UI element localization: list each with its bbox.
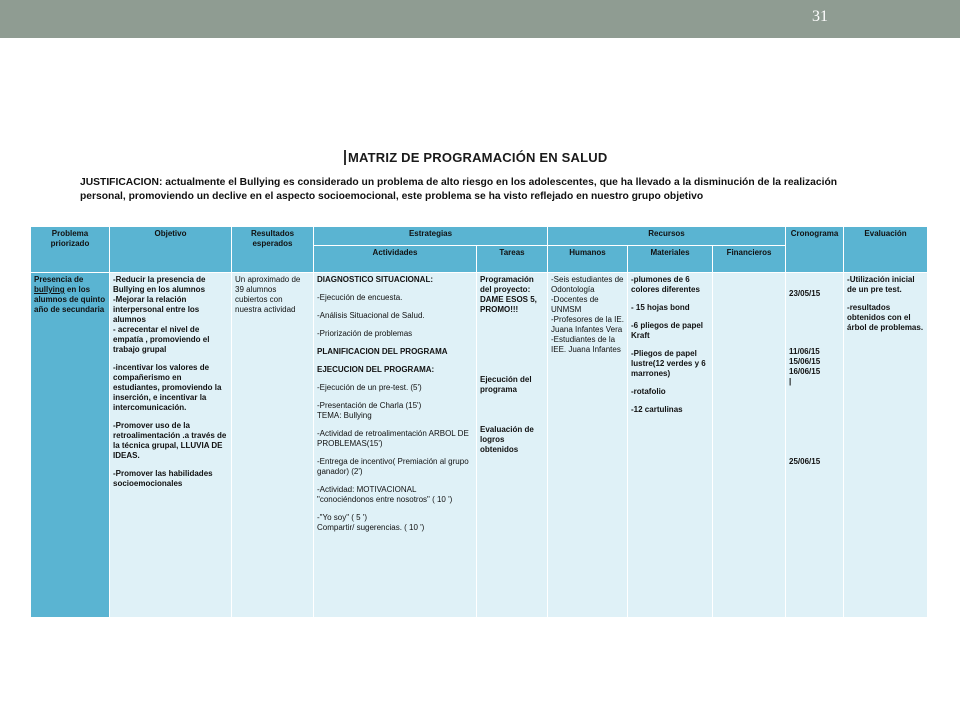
tarea-item: Ejecución del programa	[480, 375, 532, 394]
actividad-item: -Actividad: MOTIVACIONAL "conociéndonos entre nosotros" ( 10 ')	[317, 485, 453, 504]
actividad-item: -Actividad de retroalimentación ARBOL DE PROBLEMAS(15')	[317, 429, 469, 448]
header-actividades: Actividades	[314, 246, 477, 273]
cell-financieros	[713, 273, 786, 618]
objetivo-item: -incentivar los valores de compañerismo en estudiantes, promoviendo la inserción, e incentivar la intercomunicación.	[113, 363, 222, 412]
evaluacion-item: -resultados obtenidos con el árbol de problemas.	[847, 303, 924, 332]
header-financieros: Financieros	[713, 246, 786, 273]
actividad-item: PLANIFICACION DEL PROGRAMA	[317, 347, 448, 356]
document-title: MATRIZ DE PROGRAMACIÓN EN SALUD	[344, 150, 607, 165]
actividad-item: -Presentación de Charla (15') TEMA: Bullying	[317, 401, 422, 420]
cell-evaluacion	[844, 273, 928, 618]
cell-materiales	[628, 273, 713, 618]
actividad-item: -Análisis Situacional de Salud.	[317, 311, 425, 320]
objetivo-item: -Promover las habilidades socioemocionales	[113, 469, 213, 488]
tarea-item: Evaluación de logros obtenidos	[480, 425, 534, 454]
material-item: - 15 hojas bond	[631, 303, 690, 312]
cell-problema	[31, 273, 110, 618]
slide-number: 31	[812, 8, 828, 25]
humanos-text: -Seis estudiantes de Odontología -Docentes de UNMSM -Profesores de la IE. Juana Infantes Vera -Estudiantes de la IEE. Juana Infantes	[551, 275, 624, 354]
evaluacion-item: -Utilización inicial de un pre test.	[847, 275, 915, 294]
problema-text-pre: Presencia de	[34, 275, 84, 284]
tarea-item: Programación del proyecto: DAME ESOS 5, PROMO!!!	[480, 275, 537, 314]
material-item: -6 pliegos de papel Kraft	[631, 321, 704, 340]
justification-label: JUSTIFICACION:	[80, 177, 163, 188]
cell-cronograma	[786, 273, 844, 618]
cell-actividades	[314, 273, 477, 618]
cronograma-date: 23/05/15	[789, 289, 821, 298]
header-resultados: Resultados esperados	[232, 227, 314, 273]
header-humanos: Humanos	[548, 246, 628, 273]
justification-text: actualmente el Bullying es considerado un problema de alto riesgo en los adolescentes, que ha llevado a la disminución de la realización personal, promoviendo un declive en el aspecto socioemocional, este problema se ha visto reflejado en nuestro grupo objetivo	[80, 177, 838, 202]
actividad-item: -Ejecución de encuesta.	[317, 293, 403, 302]
cell-humanos	[548, 273, 628, 618]
cell-resultados: Un aproximado de 39 alumnos cubiertos con nuestra actividad	[232, 273, 314, 618]
cronograma-date: 11/06/15 15/06/15 16/06/15 |	[789, 347, 821, 386]
justification	[80, 176, 880, 204]
actividad-item: DIAGNOSTICO SITUACIONAL:	[317, 275, 433, 284]
problema-text-underlined: bullying	[34, 285, 65, 294]
actividad-item: EJECUCION DEL PROGRAMA:	[317, 365, 435, 374]
actividad-item: -Priorización de problemas	[317, 329, 413, 338]
top-bar	[0, 0, 960, 38]
header-recursos: Recursos	[548, 227, 786, 246]
material-item: -Pliegos de papel lustre(12 verdes y 6 marrones)	[631, 349, 706, 378]
problema-text-post: en los alumnos de quinto año de secundaria	[34, 285, 106, 314]
material-item: -rotafolio	[631, 387, 666, 396]
header-problema: Problema priorizado	[31, 227, 110, 273]
header-estrategias: Estrategias	[314, 227, 548, 246]
header-objetivo: Objetivo	[110, 227, 232, 273]
actividad-item: -Entrega de incentivo( Premiación al grupo ganador) (2')	[317, 457, 469, 476]
objetivo-item: -Promover uso de la retroalimentación .a través de la técnica grupal, LLUVIA DE IDEAS.	[113, 421, 227, 460]
header-materiales: Materiales	[628, 246, 713, 273]
cronograma-date: 25/06/15	[789, 457, 821, 466]
cell-tareas	[477, 273, 548, 618]
programming-matrix-table	[30, 226, 928, 618]
cell-objetivo	[110, 273, 232, 618]
header-cronograma: Cronograma	[786, 227, 844, 273]
objetivo-item: -Reducir la presencia de Bullying en los alumnos -Mejorar la relación interpersonal entre los alumnos - acrecentar el nivel de empatía , promoviendo el trabajo grupal	[113, 275, 210, 354]
table-row	[31, 273, 928, 618]
header-evaluacion: Evaluación	[844, 227, 928, 273]
material-item: -12 cartulinas	[631, 405, 683, 414]
header-tareas: Tareas	[477, 246, 548, 273]
material-item: -plumones de 6 colores diferentes	[631, 275, 700, 294]
actividad-item: -Ejecución de un pre-test. (5')	[317, 383, 422, 392]
actividad-item: -"Yo soy" ( 5 ') Compartir/ sugerencias. ( 10 ')	[317, 513, 425, 532]
